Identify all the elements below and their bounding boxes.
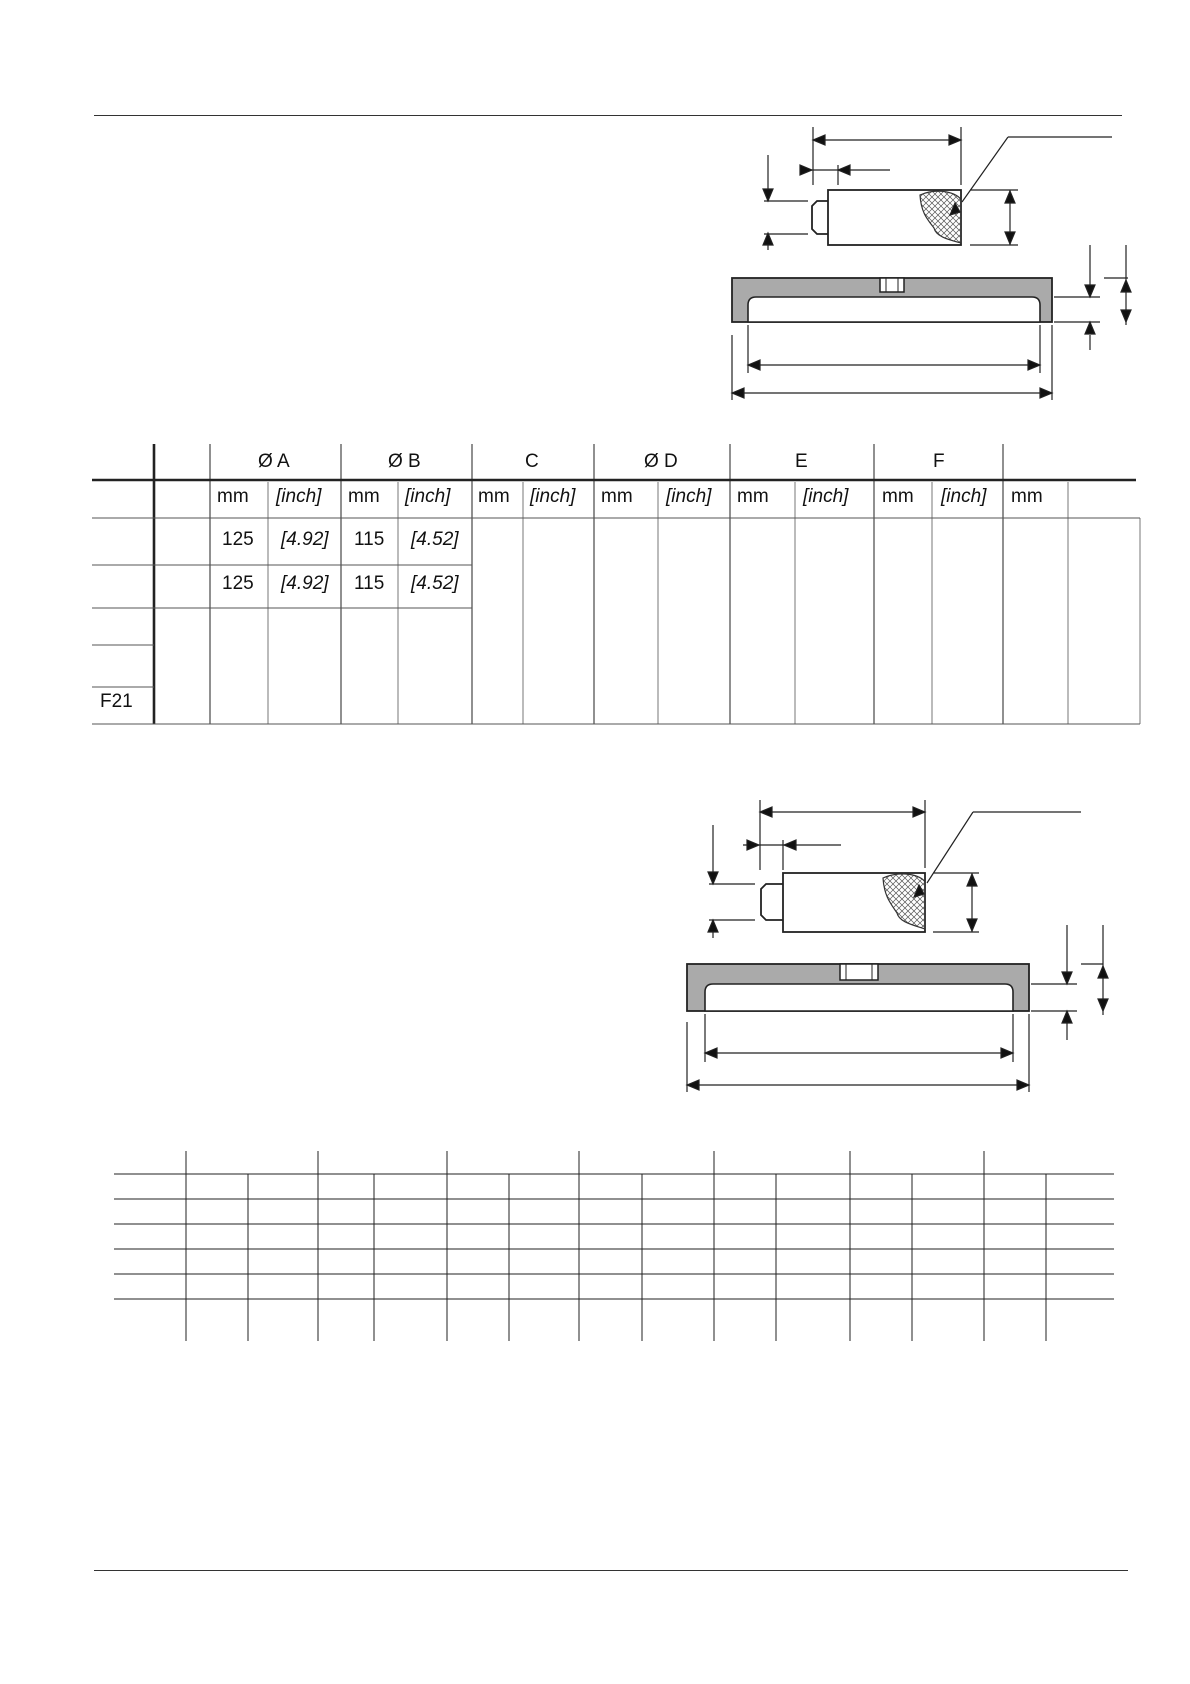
unit-label: mm — [348, 486, 380, 507]
table-cell: 115 — [354, 573, 385, 594]
unit-label: [inch] — [530, 486, 576, 507]
footer-rule — [94, 1570, 1128, 1571]
table-cell: [4.52] — [411, 529, 459, 550]
unit-label: [inch] — [803, 486, 849, 507]
unit-label: [inch] — [941, 486, 987, 507]
unit-label: mm — [737, 486, 769, 507]
col-header-a: Ø A — [258, 451, 290, 472]
col-header-c: C — [525, 451, 539, 472]
table-cell: 125 — [222, 573, 254, 594]
col-header-e: E — [795, 451, 808, 472]
row-label: F21 — [100, 691, 133, 712]
unit-label: mm — [478, 486, 510, 507]
unit-label: [inch] — [666, 486, 712, 507]
table-cell: 125 — [222, 529, 254, 550]
table-cell: [4.92] — [281, 529, 329, 550]
unit-label: mm — [1011, 486, 1043, 507]
col-header-d: Ø D — [644, 451, 678, 472]
unit-label: mm — [601, 486, 633, 507]
table-cell: [4.92] — [281, 573, 329, 594]
table-cell: [4.52] — [411, 573, 459, 594]
col-header-f: F — [933, 451, 945, 472]
table-cell: 115 — [354, 529, 385, 550]
unit-label: mm — [882, 486, 914, 507]
col-header-b: Ø B — [388, 451, 421, 472]
unit-label: mm — [217, 486, 249, 507]
unit-label: [inch] — [405, 486, 451, 507]
unit-label: [inch] — [276, 486, 322, 507]
